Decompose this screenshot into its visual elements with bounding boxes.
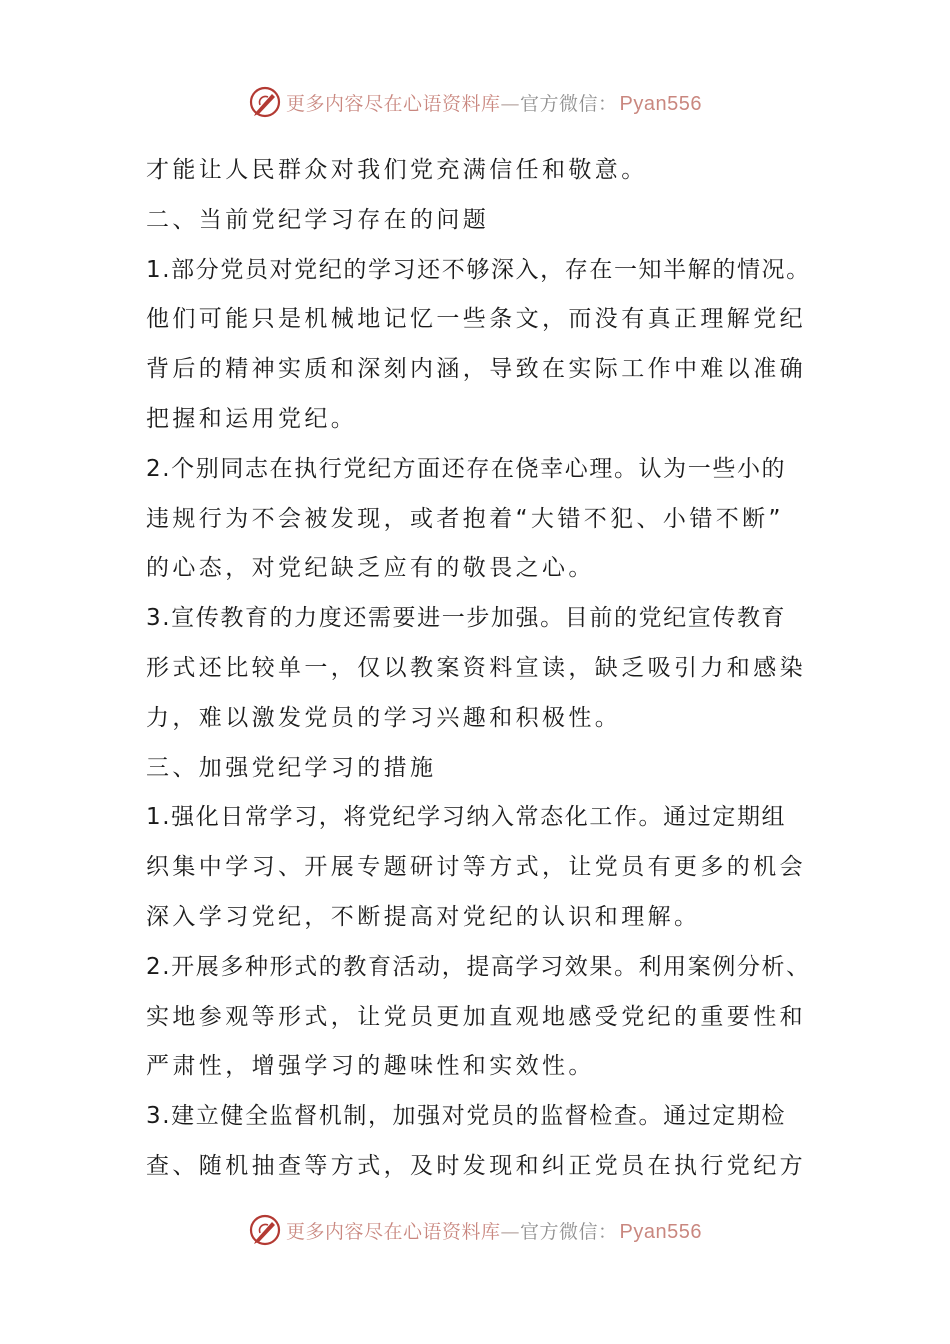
paragraph-line: 2.个别同志在执行党纪方面还存在侥幸心理。认为一些小的 [146,455,787,482]
watermark-official: 官方微信： [520,1220,618,1243]
paragraph-line: 实地参观等形式，让党员更加直观地感受党纪的重要性和 [146,1003,806,1030]
paragraph-line: 查、随机抽查等方式，及时发现和纠正党员在执行党纪方 [146,1152,806,1179]
paragraph-line: 严肃性，增强学习的趣味性和实效性。 [146,1053,595,1080]
document-body [146,146,818,1192]
watermark-brand: 更多内容尽在心语资料库 [286,92,501,115]
footer-watermark [0,1210,950,1250]
paragraph-line: 的心态，对党纪缺乏应有的敬畏之心。 [146,555,595,582]
watermark-text [286,1217,702,1244]
header-watermark [0,82,950,122]
pen-nib-circle-icon [248,1213,282,1247]
paragraph-line: 形式还比较单一，仅以教案资料宣读，缺乏吸引力和感染 [146,654,806,681]
paragraph-line: 1.强化日常学习，将党纪学习纳入常态化工作。通过定期组 [146,804,787,831]
paragraph-line: 3.宣传教育的力度还需要进一步加强。目前的党纪宣传教育 [146,605,787,632]
watermark-text [286,89,702,116]
paragraph-line: 才能让人民群众对我们党充满信任和敬意。 [146,157,648,183]
paragraph-line: 1.部分党员对党纪的学习还不够深入，存在一知半解的情况。 [146,256,811,283]
watermark-wechat-id: Pyan556 [619,1220,702,1243]
watermark-wechat-id: Pyan556 [619,92,702,115]
paragraph-line: 背后的精神实质和深刻内涵，导致在实际工作中难以准确 [146,356,806,383]
paragraph-line: 把握和运用党纪。 [146,405,358,432]
paragraph-line: 2.开展多种形式的教育活动，提高学习效果。利用案例分析、 [146,953,811,980]
watermark-separator: — [500,92,521,115]
watermark-official: 官方微信： [520,92,618,115]
paragraph-line: 织集中学习、开展专题研讨等方式，让党员有更多的机会 [146,854,806,881]
watermark-group [248,85,702,119]
watermark-separator: — [500,1220,521,1243]
paragraph-line: 他们可能只是机械地记忆一些条文，而没有真正理解党纪 [146,306,806,333]
section-heading: 二、当前党纪学习存在的问题 [146,206,490,233]
paragraph-line: 3.建立健全监督机制，加强对党员的监督检查。通过定期检 [146,1103,787,1130]
pen-nib-circle-icon [248,85,282,119]
paragraph-line: 深入学习党纪，不断提高对党纪的认识和理解。 [146,903,701,930]
watermark-group [248,1213,702,1247]
paragraph-line: 违规行为不会被发现，或者抱着“大错不犯、小错不断” [146,505,784,532]
section-heading: 三、加强党纪学习的措施 [146,754,437,781]
watermark-brand: 更多内容尽在心语资料库 [286,1220,501,1243]
paragraph-line: 力，难以激发党员的学习兴趣和积极性。 [146,704,622,731]
